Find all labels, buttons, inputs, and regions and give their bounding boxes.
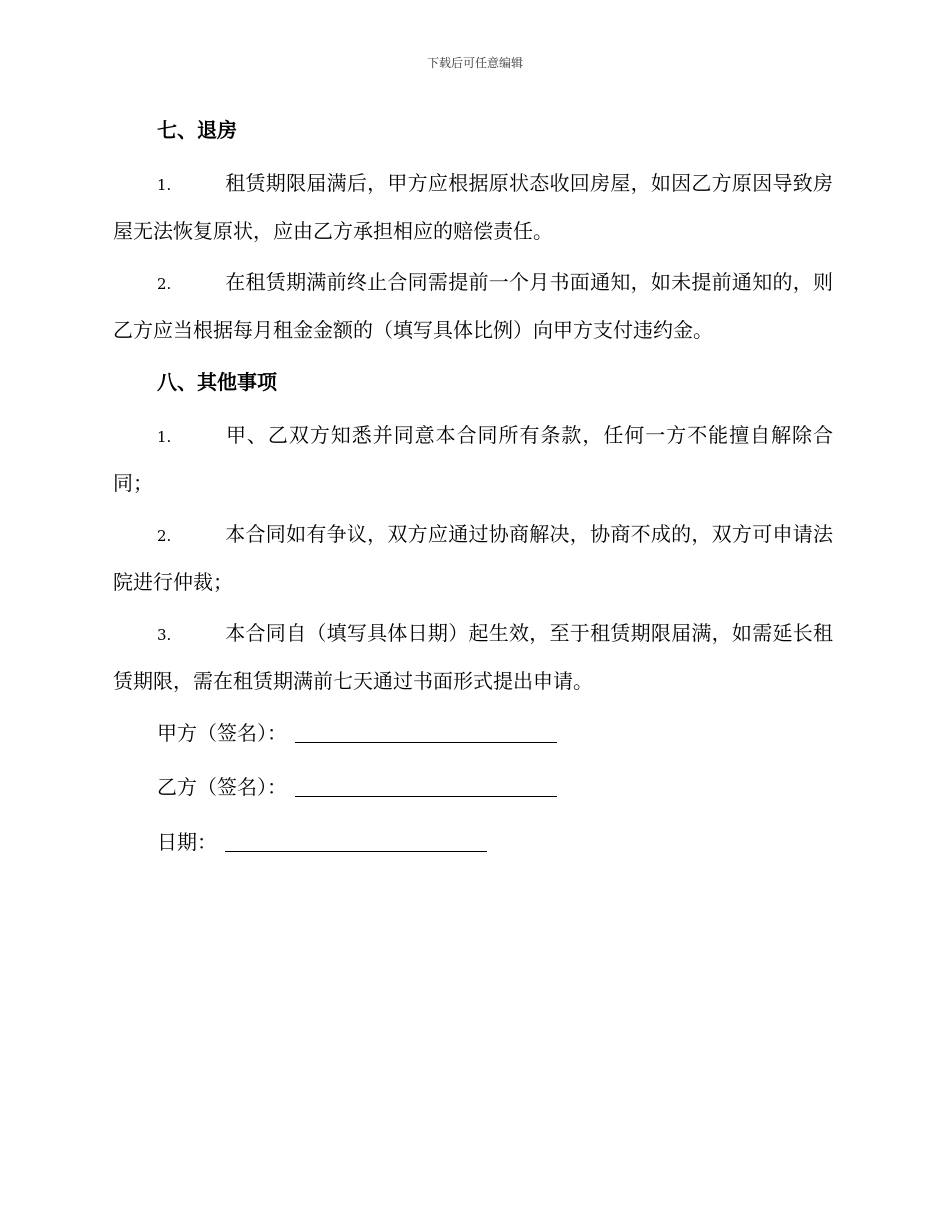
- signature-party-a: [157, 719, 557, 747]
- date-blank-line[interactable]: [225, 850, 487, 852]
- signature-date: [157, 828, 487, 856]
- clause-8-3: [113, 610, 833, 704]
- clause-7-1: [113, 160, 833, 254]
- clause-7-2: [113, 259, 833, 353]
- clause-number: 2.: [157, 527, 172, 545]
- clause-text: 在租赁期满前终止合同需提前一个月书面通知，如未提前通知的，则乙方应当根据每月租金金额的（填写具体比例）向甲方支付违约金。: [113, 270, 833, 342]
- clause-text: 本合同自（填写具体日期）起生效，至于租赁期限届满，如需延长租赁期限，需在租赁期满前七天通过书面形式提出申请。: [113, 621, 833, 693]
- signature-label: 乙方（签名）：: [157, 775, 287, 799]
- clause-text: 租赁期限届满后，甲方应根据原状态收回房屋，如因乙方原因导致房屋无法恢复原状，应由乙方承担相应的赔偿责任。: [113, 171, 833, 243]
- clause-number: 1.: [157, 176, 172, 194]
- clause-text: 甲、乙双方知悉并同意本合同所有条款，任何一方不能擅自解除合同；: [113, 423, 833, 495]
- signature-blank-line[interactable]: [295, 741, 557, 743]
- page-header: 下载后可任意编辑: [426, 56, 523, 70]
- clause-number: 1.: [157, 428, 172, 446]
- section-heading-other-matters: 八、其他事项: [157, 370, 277, 394]
- clause-8-1: [113, 412, 833, 506]
- clause-8-2: [113, 511, 833, 605]
- signature-party-b: [157, 773, 557, 801]
- clause-number: 3.: [157, 626, 172, 644]
- signature-label: 甲方（签名）：: [157, 721, 287, 745]
- date-label: 日期：: [157, 830, 217, 854]
- clause-number: 2.: [157, 275, 172, 293]
- signature-blank-line[interactable]: [295, 795, 557, 797]
- section-heading-checkout: 七、退房: [157, 118, 237, 142]
- clause-text: 本合同如有争议，双方应通过协商解决，协商不成的，双方可申请法院进行仲裁；: [113, 522, 833, 594]
